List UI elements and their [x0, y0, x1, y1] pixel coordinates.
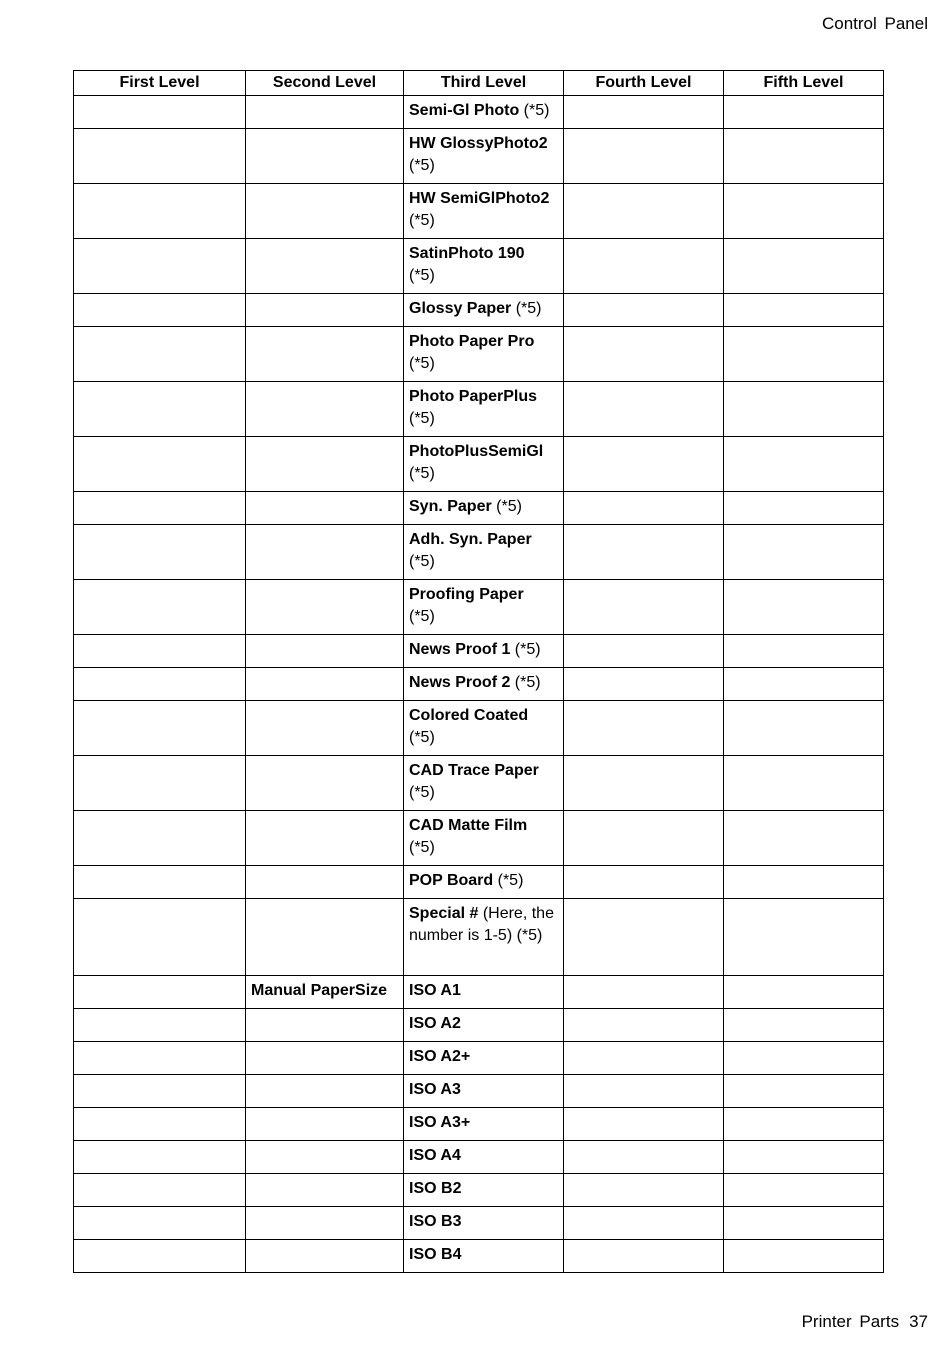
- third-level-cell: [404, 668, 564, 701]
- third-level-cell: [404, 1240, 564, 1273]
- note-reference: (*5): [510, 641, 541, 658]
- second-level-cell: [246, 437, 404, 492]
- third-level-cell: [404, 129, 564, 184]
- note-reference: (*5): [409, 410, 435, 427]
- third-level-cell: [404, 437, 564, 492]
- fourth-level-cell: [564, 756, 724, 811]
- second-level-cell: [246, 866, 404, 899]
- second-level-cell: [246, 239, 404, 294]
- note-reference: (*5): [409, 553, 435, 570]
- second-level-cell: [246, 294, 404, 327]
- first-level-cell: [74, 811, 246, 866]
- table-row: [74, 701, 884, 756]
- fifth-level-cell: [724, 635, 884, 668]
- second-level-cell: [246, 327, 404, 382]
- fifth-level-cell: [724, 239, 884, 294]
- note-reference: (*5): [409, 784, 435, 801]
- table-row: [74, 1207, 884, 1240]
- first-level-cell: [74, 899, 246, 976]
- third-level-cell: [404, 899, 564, 976]
- first-level-cell: [74, 525, 246, 580]
- table-row: [74, 129, 884, 184]
- fifth-level-cell: [724, 1042, 884, 1075]
- second-level-cell: [246, 129, 404, 184]
- third-level-cell: [404, 1174, 564, 1207]
- fourth-level-cell: [564, 1108, 724, 1141]
- second-level-cell: [246, 1042, 404, 1075]
- table-row: [74, 327, 884, 382]
- table-row: [74, 866, 884, 899]
- first-level-cell: [74, 1207, 246, 1240]
- first-level-cell: [74, 1141, 246, 1174]
- fifth-level-cell: [724, 1108, 884, 1141]
- fourth-level-cell: [564, 1240, 724, 1273]
- media-type-name: Syn. Paper: [409, 498, 492, 515]
- note-reference: (*5): [409, 729, 435, 746]
- first-level-cell: [74, 635, 246, 668]
- media-type-name: ISO B4: [409, 1246, 462, 1263]
- table-row: [74, 976, 884, 1009]
- second-level-cell: [246, 1141, 404, 1174]
- third-level-cell: [404, 866, 564, 899]
- fifth-level-cell: [724, 1009, 884, 1042]
- note-reference: (*5): [409, 465, 435, 482]
- note-reference: (*5): [409, 608, 435, 625]
- first-level-cell: [74, 1042, 246, 1075]
- fourth-level-cell: [564, 1174, 724, 1207]
- fifth-level-cell: [724, 866, 884, 899]
- third-level-cell: [404, 525, 564, 580]
- media-type-name: CAD Trace Paper: [409, 762, 539, 779]
- second-level-cell: [246, 701, 404, 756]
- media-type-name: ISO A2+: [409, 1048, 471, 1065]
- running-header: Control Panel: [821, 14, 928, 33]
- note-reference: (*5): [409, 157, 435, 174]
- table-row: [74, 1009, 884, 1042]
- media-type-name: PhotoPlusSemiGl: [409, 443, 544, 460]
- third-level-cell: [404, 976, 564, 1009]
- fifth-level-cell: [724, 129, 884, 184]
- third-level-cell: [404, 294, 564, 327]
- table-row: [74, 668, 884, 701]
- second-level-cell: [246, 1174, 404, 1207]
- fifth-level-cell: [724, 294, 884, 327]
- first-level-cell: [74, 668, 246, 701]
- first-level-cell: [74, 96, 246, 129]
- table-header-row: [74, 71, 884, 96]
- second-level-cell: [246, 668, 404, 701]
- table-row: [74, 756, 884, 811]
- fifth-level-cell: [724, 1207, 884, 1240]
- second-level-cell: Manual PaperSize: [246, 976, 404, 1009]
- second-level-cell: [246, 899, 404, 976]
- table-row: [74, 239, 884, 294]
- fifth-level-cell: [724, 580, 884, 635]
- first-level-cell: [74, 492, 246, 525]
- fourth-level-cell: [564, 1207, 724, 1240]
- fifth-level-cell: [724, 1240, 884, 1273]
- media-type-name: Photo PaperPlus: [409, 388, 538, 405]
- media-type-name: ISO B3: [409, 1213, 462, 1230]
- table-body: [74, 96, 884, 1273]
- fourth-level-cell: [564, 525, 724, 580]
- second-level-cell: [246, 525, 404, 580]
- media-type-name: SatinPhoto 190: [409, 245, 525, 262]
- media-type-name: News Proof 1: [409, 641, 511, 658]
- third-level-cell: [404, 1108, 564, 1141]
- media-type-name: HW SemiGlPhoto2: [409, 190, 550, 207]
- second-level-cell: [246, 1240, 404, 1273]
- media-type-name: Adh. Syn. Paper: [409, 531, 532, 548]
- table-row: [74, 96, 884, 129]
- fifth-level-cell: [724, 492, 884, 525]
- table-row: [74, 1240, 884, 1273]
- first-level-cell: [74, 184, 246, 239]
- note-reference: (*5): [409, 267, 435, 284]
- third-level-cell: [404, 1075, 564, 1108]
- media-type-name: Colored Coated: [409, 707, 529, 724]
- fourth-level-cell: [564, 976, 724, 1009]
- fourth-level-cell: [564, 1009, 724, 1042]
- first-level-cell: [74, 756, 246, 811]
- second-level-cell: [246, 492, 404, 525]
- fourth-level-cell: [564, 96, 724, 129]
- first-level-cell: [74, 1174, 246, 1207]
- fourth-level-cell: [564, 1042, 724, 1075]
- fourth-level-cell: [564, 1075, 724, 1108]
- media-type-name: ISO A2: [409, 1015, 461, 1032]
- note-reference: (*5): [409, 355, 435, 372]
- third-level-cell: [404, 701, 564, 756]
- first-level-cell: [74, 580, 246, 635]
- menu-structure-table: [73, 70, 884, 1273]
- third-level-cell: [404, 1207, 564, 1240]
- third-level-cell: [404, 382, 564, 437]
- media-type-name: News Proof 2: [409, 674, 511, 691]
- fifth-level-cell: [724, 976, 884, 1009]
- third-level-cell: [404, 184, 564, 239]
- media-type-name: ISO B2: [409, 1180, 462, 1197]
- media-type-name: ISO A1: [409, 982, 461, 999]
- media-type-name: ISO A3: [409, 1081, 461, 1098]
- fourth-level-cell: [564, 811, 724, 866]
- fourth-level-cell: [564, 239, 724, 294]
- fifth-level-cell: [724, 756, 884, 811]
- column-header-fourth-level: Fourth Level: [564, 71, 724, 96]
- second-level-cell: [246, 811, 404, 866]
- note-reference: (Here, the number is 1-5) (*5): [409, 905, 554, 944]
- fourth-level-cell: [564, 899, 724, 976]
- table-row: [74, 1042, 884, 1075]
- fifth-level-cell: [724, 811, 884, 866]
- media-type-name: Special #: [409, 905, 479, 922]
- fourth-level-cell: [564, 580, 724, 635]
- column-header-first-level: First Level: [74, 71, 246, 96]
- fifth-level-cell: [724, 437, 884, 492]
- first-level-cell: [74, 327, 246, 382]
- media-type-name: Proofing Paper: [409, 586, 524, 603]
- note-reference: (*5): [510, 674, 541, 691]
- page-number: 37: [909, 1312, 928, 1331]
- fourth-level-cell: [564, 866, 724, 899]
- table-row: [74, 382, 884, 437]
- third-level-cell: [404, 1042, 564, 1075]
- second-level-cell: [246, 96, 404, 129]
- fifth-level-cell: [724, 327, 884, 382]
- second-level-cell: [246, 1108, 404, 1141]
- third-level-cell: [404, 635, 564, 668]
- fourth-level-cell: [564, 437, 724, 492]
- fifth-level-cell: [724, 1075, 884, 1108]
- media-type-name: POP Board: [409, 872, 494, 889]
- media-type-name: Glossy Paper: [409, 300, 512, 317]
- first-level-cell: [74, 1108, 246, 1141]
- table-row: [74, 1141, 884, 1174]
- fourth-level-cell: [564, 184, 724, 239]
- table-row: [74, 294, 884, 327]
- first-level-cell: [74, 437, 246, 492]
- first-level-cell: [74, 701, 246, 756]
- table-row: [74, 580, 884, 635]
- note-reference: (*5): [511, 300, 542, 317]
- first-level-cell: [74, 129, 246, 184]
- table-row: [74, 437, 884, 492]
- fourth-level-cell: [564, 668, 724, 701]
- column-header-fifth-level: Fifth Level: [724, 71, 884, 96]
- second-level-cell: [246, 580, 404, 635]
- first-level-cell: [74, 294, 246, 327]
- fourth-level-cell: [564, 327, 724, 382]
- table-row: [74, 811, 884, 866]
- third-level-cell: [404, 580, 564, 635]
- media-type-name: HW GlossyPhoto2: [409, 135, 548, 152]
- first-level-cell: [74, 866, 246, 899]
- media-type-name: ISO A4: [409, 1147, 461, 1164]
- fifth-level-cell: [724, 1174, 884, 1207]
- fourth-level-cell: [564, 635, 724, 668]
- first-level-cell: [74, 976, 246, 1009]
- third-level-cell: [404, 756, 564, 811]
- table-row: [74, 525, 884, 580]
- page-footer: [802, 1312, 928, 1332]
- fifth-level-cell: [724, 382, 884, 437]
- fifth-level-cell: [724, 184, 884, 239]
- fourth-level-cell: [564, 294, 724, 327]
- table-row: [74, 899, 884, 976]
- media-type-name: Semi-Gl Photo: [409, 102, 520, 119]
- note-reference: (*5): [519, 102, 550, 119]
- third-level-cell: [404, 239, 564, 294]
- second-level-cell: [246, 1207, 404, 1240]
- fourth-level-cell: [564, 492, 724, 525]
- media-type-name: CAD Matte Film: [409, 817, 528, 834]
- third-level-cell: [404, 811, 564, 866]
- note-reference: (*5): [491, 498, 522, 515]
- second-level-cell: [246, 382, 404, 437]
- column-header-second-level: Second Level: [246, 71, 404, 96]
- table-row: [74, 184, 884, 239]
- fifth-level-cell: [724, 899, 884, 976]
- media-type-name: Photo Paper Pro: [409, 333, 535, 350]
- table-row: [74, 635, 884, 668]
- fifth-level-cell: [724, 525, 884, 580]
- note-reference: (*5): [409, 839, 435, 856]
- column-header-third-level: Third Level: [404, 71, 564, 96]
- first-level-cell: [74, 239, 246, 294]
- third-level-cell: [404, 1141, 564, 1174]
- fifth-level-cell: [724, 701, 884, 756]
- second-level-cell: [246, 1009, 404, 1042]
- third-level-cell: [404, 1009, 564, 1042]
- third-level-cell: [404, 492, 564, 525]
- note-reference: (*5): [493, 872, 524, 889]
- note-reference: (*5): [409, 212, 435, 229]
- table-row: [74, 1108, 884, 1141]
- fourth-level-cell: [564, 701, 724, 756]
- first-level-cell: [74, 1240, 246, 1273]
- second-level-cell: [246, 756, 404, 811]
- footer-label: Printer Parts: [801, 1312, 900, 1331]
- table-row: [74, 1075, 884, 1108]
- first-level-cell: [74, 382, 246, 437]
- fifth-level-cell: [724, 1141, 884, 1174]
- third-level-cell: [404, 96, 564, 129]
- fifth-level-cell: [724, 668, 884, 701]
- first-level-cell: [74, 1075, 246, 1108]
- fifth-level-cell: [724, 96, 884, 129]
- first-level-cell: [74, 1009, 246, 1042]
- fourth-level-cell: [564, 1141, 724, 1174]
- second-level-cell: [246, 184, 404, 239]
- second-level-cell: [246, 1075, 404, 1108]
- media-type-name: ISO A3+: [409, 1114, 471, 1131]
- fourth-level-cell: [564, 129, 724, 184]
- third-level-cell: [404, 327, 564, 382]
- table-row: [74, 492, 884, 525]
- table-row: [74, 1174, 884, 1207]
- fourth-level-cell: [564, 382, 724, 437]
- second-level-cell: [246, 635, 404, 668]
